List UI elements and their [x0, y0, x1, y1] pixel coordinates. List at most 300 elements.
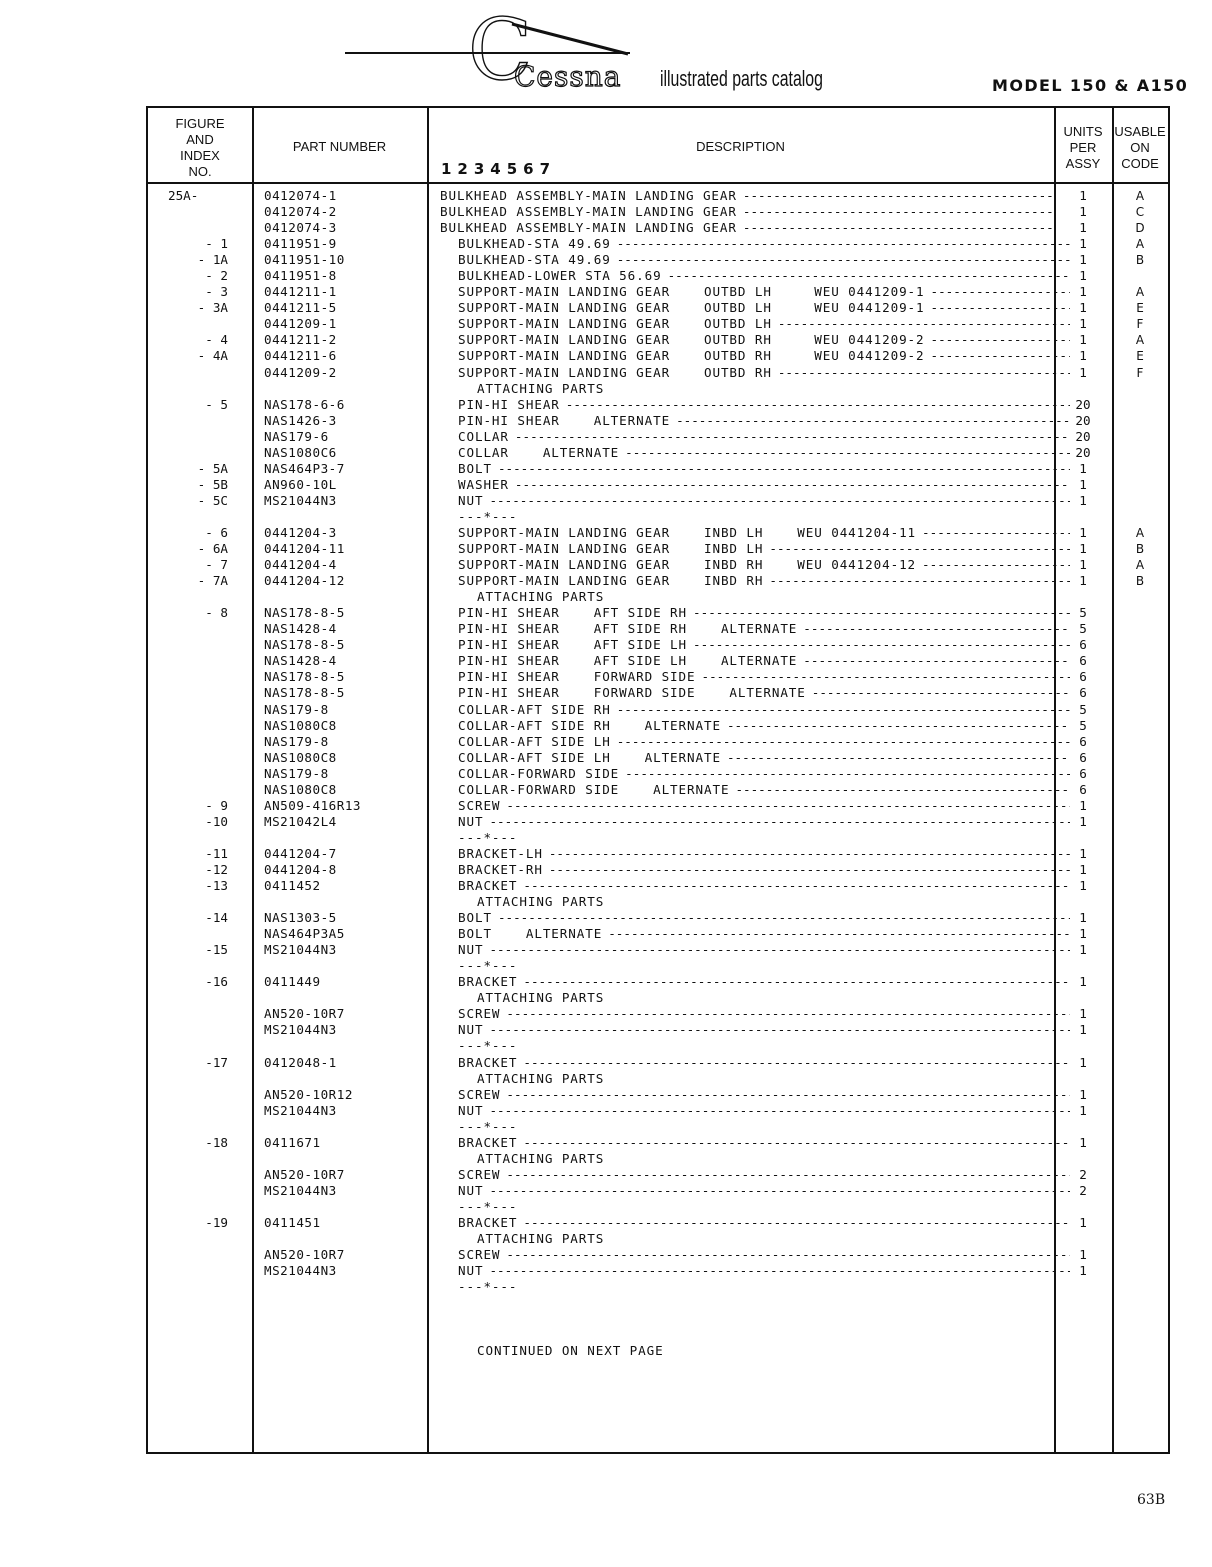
leader-dashes: [523, 1215, 1070, 1231]
table-row: [148, 637, 1168, 653]
part-number: 0411671: [264, 1134, 321, 1150]
part-number: NAS1080C8: [264, 781, 337, 797]
index-number: - 6: [205, 524, 228, 540]
index-number: -19: [205, 1215, 228, 1230]
part-number: AN520-10R7: [264, 1247, 345, 1263]
description: [440, 1119, 1070, 1135]
description-text: SUPPORT-MAIN LANDING GEAR OUTBD LH: [458, 316, 772, 332]
description-text: PIN-HI SHEAR ALTERNATE: [458, 412, 671, 428]
usable-on-code: A: [1135, 237, 1145, 252]
description-text: ATTACHING PARTS: [477, 1150, 605, 1166]
usable-on-code: A: [1135, 525, 1145, 540]
part-number: NAS1080C6: [264, 444, 337, 460]
leader-dashes: [617, 252, 1070, 268]
part-number: 0412048-1: [264, 1054, 337, 1070]
table-row: [148, 525, 1168, 541]
description: [440, 381, 1089, 397]
description: [440, 1231, 1089, 1247]
header-separator: [148, 182, 1168, 184]
usable-on-code: E: [1136, 301, 1144, 316]
description: [440, 397, 1070, 413]
table-row: [148, 878, 1168, 894]
table-row: [148, 1135, 1168, 1151]
units-per-assy: 1: [1079, 797, 1087, 813]
part-number: NAS178-8-5: [264, 669, 345, 685]
parts-table: [146, 106, 1170, 1454]
description-text: NUT: [458, 1263, 484, 1279]
table-row: [148, 685, 1168, 701]
description: [440, 284, 1070, 300]
header-part-number: PART NUMBER: [292, 139, 387, 154]
index-number: - 9: [205, 797, 228, 813]
index-number: -16: [205, 974, 228, 990]
description-text: ---*---: [458, 1279, 518, 1295]
table-row: [148, 589, 1168, 605]
units-per-assy: 1: [1079, 910, 1087, 926]
description-text: SUPPORT-MAIN LANDING GEAR OUTBD RH WEU 0441209-2: [458, 348, 925, 364]
usable-on-code: F: [1136, 365, 1144, 380]
description: [440, 685, 1070, 701]
description-text: SUPPORT-MAIN LANDING GEAR INBD LH WEU 0441204-11: [458, 524, 917, 540]
table-row: [148, 990, 1168, 1006]
table-row: [148, 653, 1168, 669]
table-row: [148, 300, 1168, 316]
part-number: NAS178-6-6: [264, 396, 345, 412]
part-number: AN520-10R12: [264, 1086, 353, 1102]
leader-dashes: [735, 782, 1070, 798]
part-number: MS21044N3: [264, 1022, 337, 1038]
units-per-assy: 5: [1079, 605, 1087, 621]
header-usable-code: USABLE ON CODE: [1114, 124, 1166, 171]
description-text: ---*---: [458, 508, 518, 524]
description-text: BRACKET: [458, 974, 518, 990]
description-text: BRACKET-LH: [458, 845, 543, 861]
units-per-assy: 1: [1079, 268, 1087, 284]
units-per-assy: 6: [1079, 781, 1087, 797]
description: [440, 573, 1070, 589]
units-per-assy: 1: [1079, 926, 1087, 942]
description-text: BULKHEAD-LOWER STA 56.69: [458, 268, 662, 284]
description-text: WASHER: [458, 476, 509, 492]
leader-dashes: [743, 188, 1052, 204]
index-number: - 5B: [197, 476, 228, 492]
description: [440, 1343, 1089, 1359]
page-number: 63B: [1137, 1492, 1166, 1508]
units-per-assy: 2: [1079, 1166, 1087, 1182]
table-row: [148, 718, 1168, 734]
description-text: ATTACHING PARTS: [477, 1231, 605, 1247]
units-per-assy: 1: [1079, 524, 1087, 540]
description: [440, 236, 1070, 252]
logo-initial: C: [468, 1, 533, 99]
units-per-assy: 1: [1079, 1006, 1087, 1022]
leader-dashes: [727, 718, 1070, 734]
part-number: NAS1080C8: [264, 717, 337, 733]
table-row: [148, 1038, 1168, 1054]
table-row: [148, 381, 1168, 397]
part-number: MS21044N3: [264, 942, 337, 958]
table-row: [148, 236, 1168, 252]
description: [440, 461, 1070, 477]
description: [440, 204, 1052, 220]
description: [440, 1135, 1070, 1151]
description-text: COLLAR-AFT SIDE LH ALTERNATE: [458, 749, 721, 765]
description: [440, 669, 1070, 685]
part-number: 0412074-2: [264, 204, 337, 220]
description-text: BRACKET: [458, 1215, 518, 1230]
description: [440, 509, 1070, 525]
part-number: 0411451: [264, 1215, 321, 1230]
leader-dashes: [727, 750, 1070, 766]
description-text: NUT: [458, 942, 484, 958]
leader-dashes: [506, 1087, 1070, 1103]
table-row: [148, 605, 1168, 621]
usable-on-code: A: [1135, 333, 1145, 348]
description-text: ---*---: [458, 1118, 518, 1134]
description: [440, 413, 1070, 429]
table-row: [148, 1343, 1168, 1359]
table-row: [148, 926, 1168, 942]
description: [440, 268, 1070, 284]
description-text: ATTACHING PARTS: [477, 894, 605, 910]
part-number: 0411951-10: [264, 252, 345, 268]
table-row: [148, 1071, 1168, 1087]
description: [440, 846, 1070, 862]
units-per-assy: 1: [1079, 284, 1087, 300]
description: [440, 1087, 1070, 1103]
description: [440, 1071, 1089, 1087]
index-number: - 3A: [197, 300, 228, 316]
units-per-assy: 20: [1075, 396, 1091, 412]
units-per-assy: 1: [1079, 878, 1087, 894]
description-text: NUT: [458, 1182, 484, 1198]
description-text: PIN-HI SHEAR FORWARD SIDE ALTERNATE: [458, 685, 806, 701]
description-text: SCREW: [458, 1166, 501, 1182]
units-per-assy: 1: [1079, 1215, 1087, 1230]
table-row: [148, 782, 1168, 798]
description-text: BOLT: [458, 460, 492, 476]
table-row: [148, 1022, 1168, 1038]
index-number: - 7A: [197, 573, 228, 589]
description-text: BULKHEAD ASSEMBLY-MAIN LANDING GEAR: [440, 188, 737, 203]
table-row: [148, 1263, 1168, 1279]
table-row: [148, 284, 1168, 300]
part-number: AN520-10R7: [264, 1006, 345, 1022]
table-row: [148, 1103, 1168, 1119]
leader-dashes: [743, 204, 1052, 220]
index-number: - 4: [205, 332, 228, 348]
index-number: -13: [205, 878, 228, 894]
leader-dashes: [702, 669, 1071, 685]
part-number: NAS178-8-5: [264, 637, 345, 653]
description-text: COLLAR: [458, 428, 509, 444]
description-text: CONTINUED ON NEXT PAGE: [477, 1343, 664, 1359]
description-text: SCREW: [458, 1006, 501, 1022]
description-text: COLLAR-FORWARD SIDE ALTERNATE: [458, 781, 730, 797]
units-per-assy: 6: [1079, 669, 1087, 685]
index-number: - 1: [205, 236, 228, 252]
part-number: NAS464P3-7: [264, 460, 345, 476]
units-per-assy: 1: [1079, 557, 1087, 573]
index-number: 25A-: [168, 188, 199, 203]
index-number: -17: [205, 1054, 228, 1070]
table-row: [148, 188, 1168, 204]
index-number: - 6A: [197, 541, 228, 557]
description-text: NUT: [458, 813, 484, 829]
description-text: ---*---: [458, 1038, 518, 1054]
description-text: BOLT ALTERNATE: [458, 926, 603, 942]
description-text: ---*---: [458, 829, 518, 845]
description-text: ATTACHING PARTS: [477, 990, 605, 1006]
leader-dashes: [506, 1247, 1070, 1263]
description: [440, 493, 1070, 509]
table-row: [148, 974, 1168, 990]
units-per-assy: 1: [1079, 188, 1087, 203]
part-number: AN509-416R13: [264, 797, 361, 813]
header-units: UNITS PER ASSY: [1063, 124, 1103, 171]
description-text: PIN-HI SHEAR AFT SIDE LH ALTERNATE: [458, 653, 798, 669]
header-description: DESCRIPTION: [696, 139, 785, 154]
leader-dashes: [506, 1167, 1070, 1183]
description: [440, 926, 1070, 942]
table-row: [148, 862, 1168, 878]
part-number: NAS179-8: [264, 765, 329, 781]
header-indent-digits: 1234567: [441, 160, 557, 178]
model-title: MODEL 150 & A150: [992, 76, 1189, 95]
header-figure-index: FIGURE AND INDEX NO.: [175, 116, 225, 179]
part-number: MS21044N3: [264, 492, 337, 508]
description-text: BULKHEAD ASSEMBLY-MAIN LANDING GEAR: [440, 204, 737, 220]
description-text: PIN-HI SHEAR AFT SIDE RH ALTERNATE: [458, 621, 798, 637]
leader-dashes: [489, 1183, 1070, 1199]
description-text: BRACKET: [458, 878, 518, 894]
description-text: SCREW: [458, 797, 501, 813]
description: [440, 1199, 1070, 1215]
description-text: SCREW: [458, 1086, 501, 1102]
description-text: PIN-HI SHEAR: [458, 396, 560, 412]
part-number: NAS179-8: [264, 701, 329, 717]
description: [440, 830, 1070, 846]
description: [440, 220, 1052, 236]
table-row: [148, 573, 1168, 589]
description-text: SCREW: [458, 1247, 501, 1263]
table-row: [148, 750, 1168, 766]
leader-dashes: [489, 493, 1070, 509]
table-row: [148, 830, 1168, 846]
table-row: [148, 1199, 1168, 1215]
description: [440, 525, 1070, 541]
table-row: [148, 1327, 1168, 1343]
description: [440, 477, 1070, 493]
table-row: [148, 1215, 1168, 1231]
description: [440, 1103, 1070, 1119]
units-per-assy: 1: [1079, 476, 1087, 492]
table-row: [148, 397, 1168, 413]
description: [440, 252, 1070, 268]
description: [440, 445, 1070, 461]
table-row: [148, 1006, 1168, 1022]
table-row: [148, 557, 1168, 573]
usable-on-code: E: [1136, 349, 1144, 364]
table-row: [148, 429, 1168, 445]
leader-dashes: [523, 1135, 1070, 1151]
description-text: SUPPORT-MAIN LANDING GEAR OUTBD RH: [458, 364, 772, 380]
table-row: [148, 493, 1168, 509]
description: [440, 766, 1070, 782]
leader-dashes: [778, 316, 1070, 332]
description-text: COLLAR-AFT SIDE RH ALTERNATE: [458, 717, 721, 733]
table-row: [148, 541, 1168, 557]
usable-on-code: B: [1135, 542, 1145, 557]
table-row: [148, 910, 1168, 926]
table-row: [148, 798, 1168, 814]
units-per-assy: 1: [1079, 316, 1087, 332]
part-number: 0441204-12: [264, 573, 345, 589]
description-text: BULKHEAD-STA 49.69: [458, 252, 611, 268]
units-per-assy: 1: [1079, 845, 1087, 861]
leader-dashes: [922, 557, 1070, 573]
description: [440, 862, 1070, 878]
part-number: NAS1080C8: [264, 749, 337, 765]
leader-dashes: [489, 1103, 1070, 1119]
leader-dashes: [506, 1006, 1070, 1022]
leader-dashes: [489, 942, 1070, 958]
leader-dashes: [931, 300, 1070, 316]
description-text: SUPPORT-MAIN LANDING GEAR OUTBD LH WEU 0441209-1: [458, 284, 925, 300]
units-per-assy: 1: [1079, 974, 1087, 990]
table-row: [148, 220, 1168, 236]
leader-dashes: [515, 477, 1070, 493]
table-row: [148, 509, 1168, 525]
page-header: [0, 0, 1212, 105]
part-number: AN960-10L: [264, 476, 337, 492]
parts-rows: [148, 188, 1168, 1359]
units-per-assy: 1: [1079, 364, 1087, 380]
table-row: [148, 669, 1168, 685]
description: [440, 1022, 1070, 1038]
description: [440, 1247, 1070, 1263]
index-number: - 2: [205, 268, 228, 284]
description: [440, 621, 1070, 637]
leader-dashes: [515, 429, 1070, 445]
units-per-assy: 6: [1079, 637, 1087, 653]
units-per-assy: 1: [1079, 1263, 1087, 1279]
part-number: 0411452: [264, 878, 321, 894]
description: [440, 348, 1070, 364]
leader-dashes: [625, 445, 1070, 461]
table-row: [148, 1183, 1168, 1199]
leader-dashes: [489, 1263, 1070, 1279]
description-text: SUPPORT-MAIN LANDING GEAR INBD RH: [458, 573, 764, 589]
leader-dashes: [693, 637, 1070, 653]
part-number: NAS178-8-5: [264, 685, 345, 701]
description: [440, 718, 1070, 734]
units-per-assy: 20: [1075, 444, 1091, 460]
leader-dashes: [931, 348, 1070, 364]
table-row: [148, 1087, 1168, 1103]
units-per-assy: 1: [1079, 252, 1087, 268]
units-per-assy: 1: [1079, 492, 1087, 508]
part-number: 0411449: [264, 974, 321, 990]
description: [440, 365, 1070, 381]
part-number: 0441204-4: [264, 557, 337, 573]
leader-dashes: [625, 766, 1070, 782]
leader-dashes: [617, 236, 1070, 252]
index-number: - 4A: [197, 348, 228, 364]
usable-on-code: B: [1135, 574, 1145, 589]
leader-dashes: [489, 814, 1070, 830]
table-row: [148, 1295, 1168, 1311]
table-row: [148, 1167, 1168, 1183]
description: [440, 188, 1052, 204]
leader-dashes: [523, 974, 1070, 990]
part-number: NAS179-6: [264, 428, 329, 444]
leader-dashes: [803, 621, 1070, 637]
description: [440, 798, 1070, 814]
table-row: [148, 332, 1168, 348]
description: [440, 429, 1070, 445]
usable-on-code: A: [1135, 558, 1145, 573]
description-text: BRACKET-RH: [458, 861, 543, 877]
part-number: 0441211-5: [264, 300, 337, 316]
leader-dashes: [931, 332, 1070, 348]
units-per-assy: 5: [1079, 621, 1087, 637]
units-per-assy: 1: [1079, 236, 1087, 252]
part-number: MS21042L4: [264, 813, 337, 829]
description: [440, 974, 1070, 990]
description-text: SUPPORT-MAIN LANDING GEAR OUTBD LH WEU 0441209-1: [458, 300, 925, 316]
part-number: MS21044N3: [264, 1263, 337, 1279]
table-row: [148, 461, 1168, 477]
table-row: [148, 846, 1168, 862]
part-number: 0441204-7: [264, 845, 337, 861]
description: [440, 734, 1070, 750]
table-row: [148, 1151, 1168, 1167]
part-number: NAS1303-5: [264, 910, 337, 926]
table-row: [148, 702, 1168, 718]
description-text: BULKHEAD-STA 49.69: [458, 236, 611, 252]
units-per-assy: 1: [1079, 1054, 1087, 1070]
table-row: [148, 766, 1168, 782]
description-text: COLLAR-AFT SIDE RH: [458, 701, 611, 717]
leader-dashes: [931, 284, 1070, 300]
description: [440, 990, 1089, 1006]
units-per-assy: 1: [1079, 1086, 1087, 1102]
leader-dashes: [676, 413, 1070, 429]
index-number: -10: [205, 813, 228, 829]
part-number: 0412074-1: [264, 188, 337, 203]
table-row: [148, 365, 1168, 381]
index-number: - 1A: [197, 252, 228, 268]
leader-dashes: [498, 461, 1070, 477]
description: [440, 878, 1070, 894]
table-row: [148, 252, 1168, 268]
description: [440, 300, 1070, 316]
table-row: [148, 734, 1168, 750]
table-row: [148, 316, 1168, 332]
description: [440, 557, 1070, 573]
units-per-assy: 20: [1075, 428, 1091, 444]
index-number: - 5C: [197, 492, 228, 508]
table-row: [148, 348, 1168, 364]
part-number: 0441209-1: [264, 316, 337, 332]
part-number: 0441211-2: [264, 332, 337, 348]
index-number: -11: [205, 845, 228, 861]
units-per-assy: 1: [1079, 300, 1087, 316]
index-number: - 7: [205, 557, 228, 573]
description-text: NUT: [458, 492, 484, 508]
part-number: NAS179-8: [264, 733, 329, 749]
